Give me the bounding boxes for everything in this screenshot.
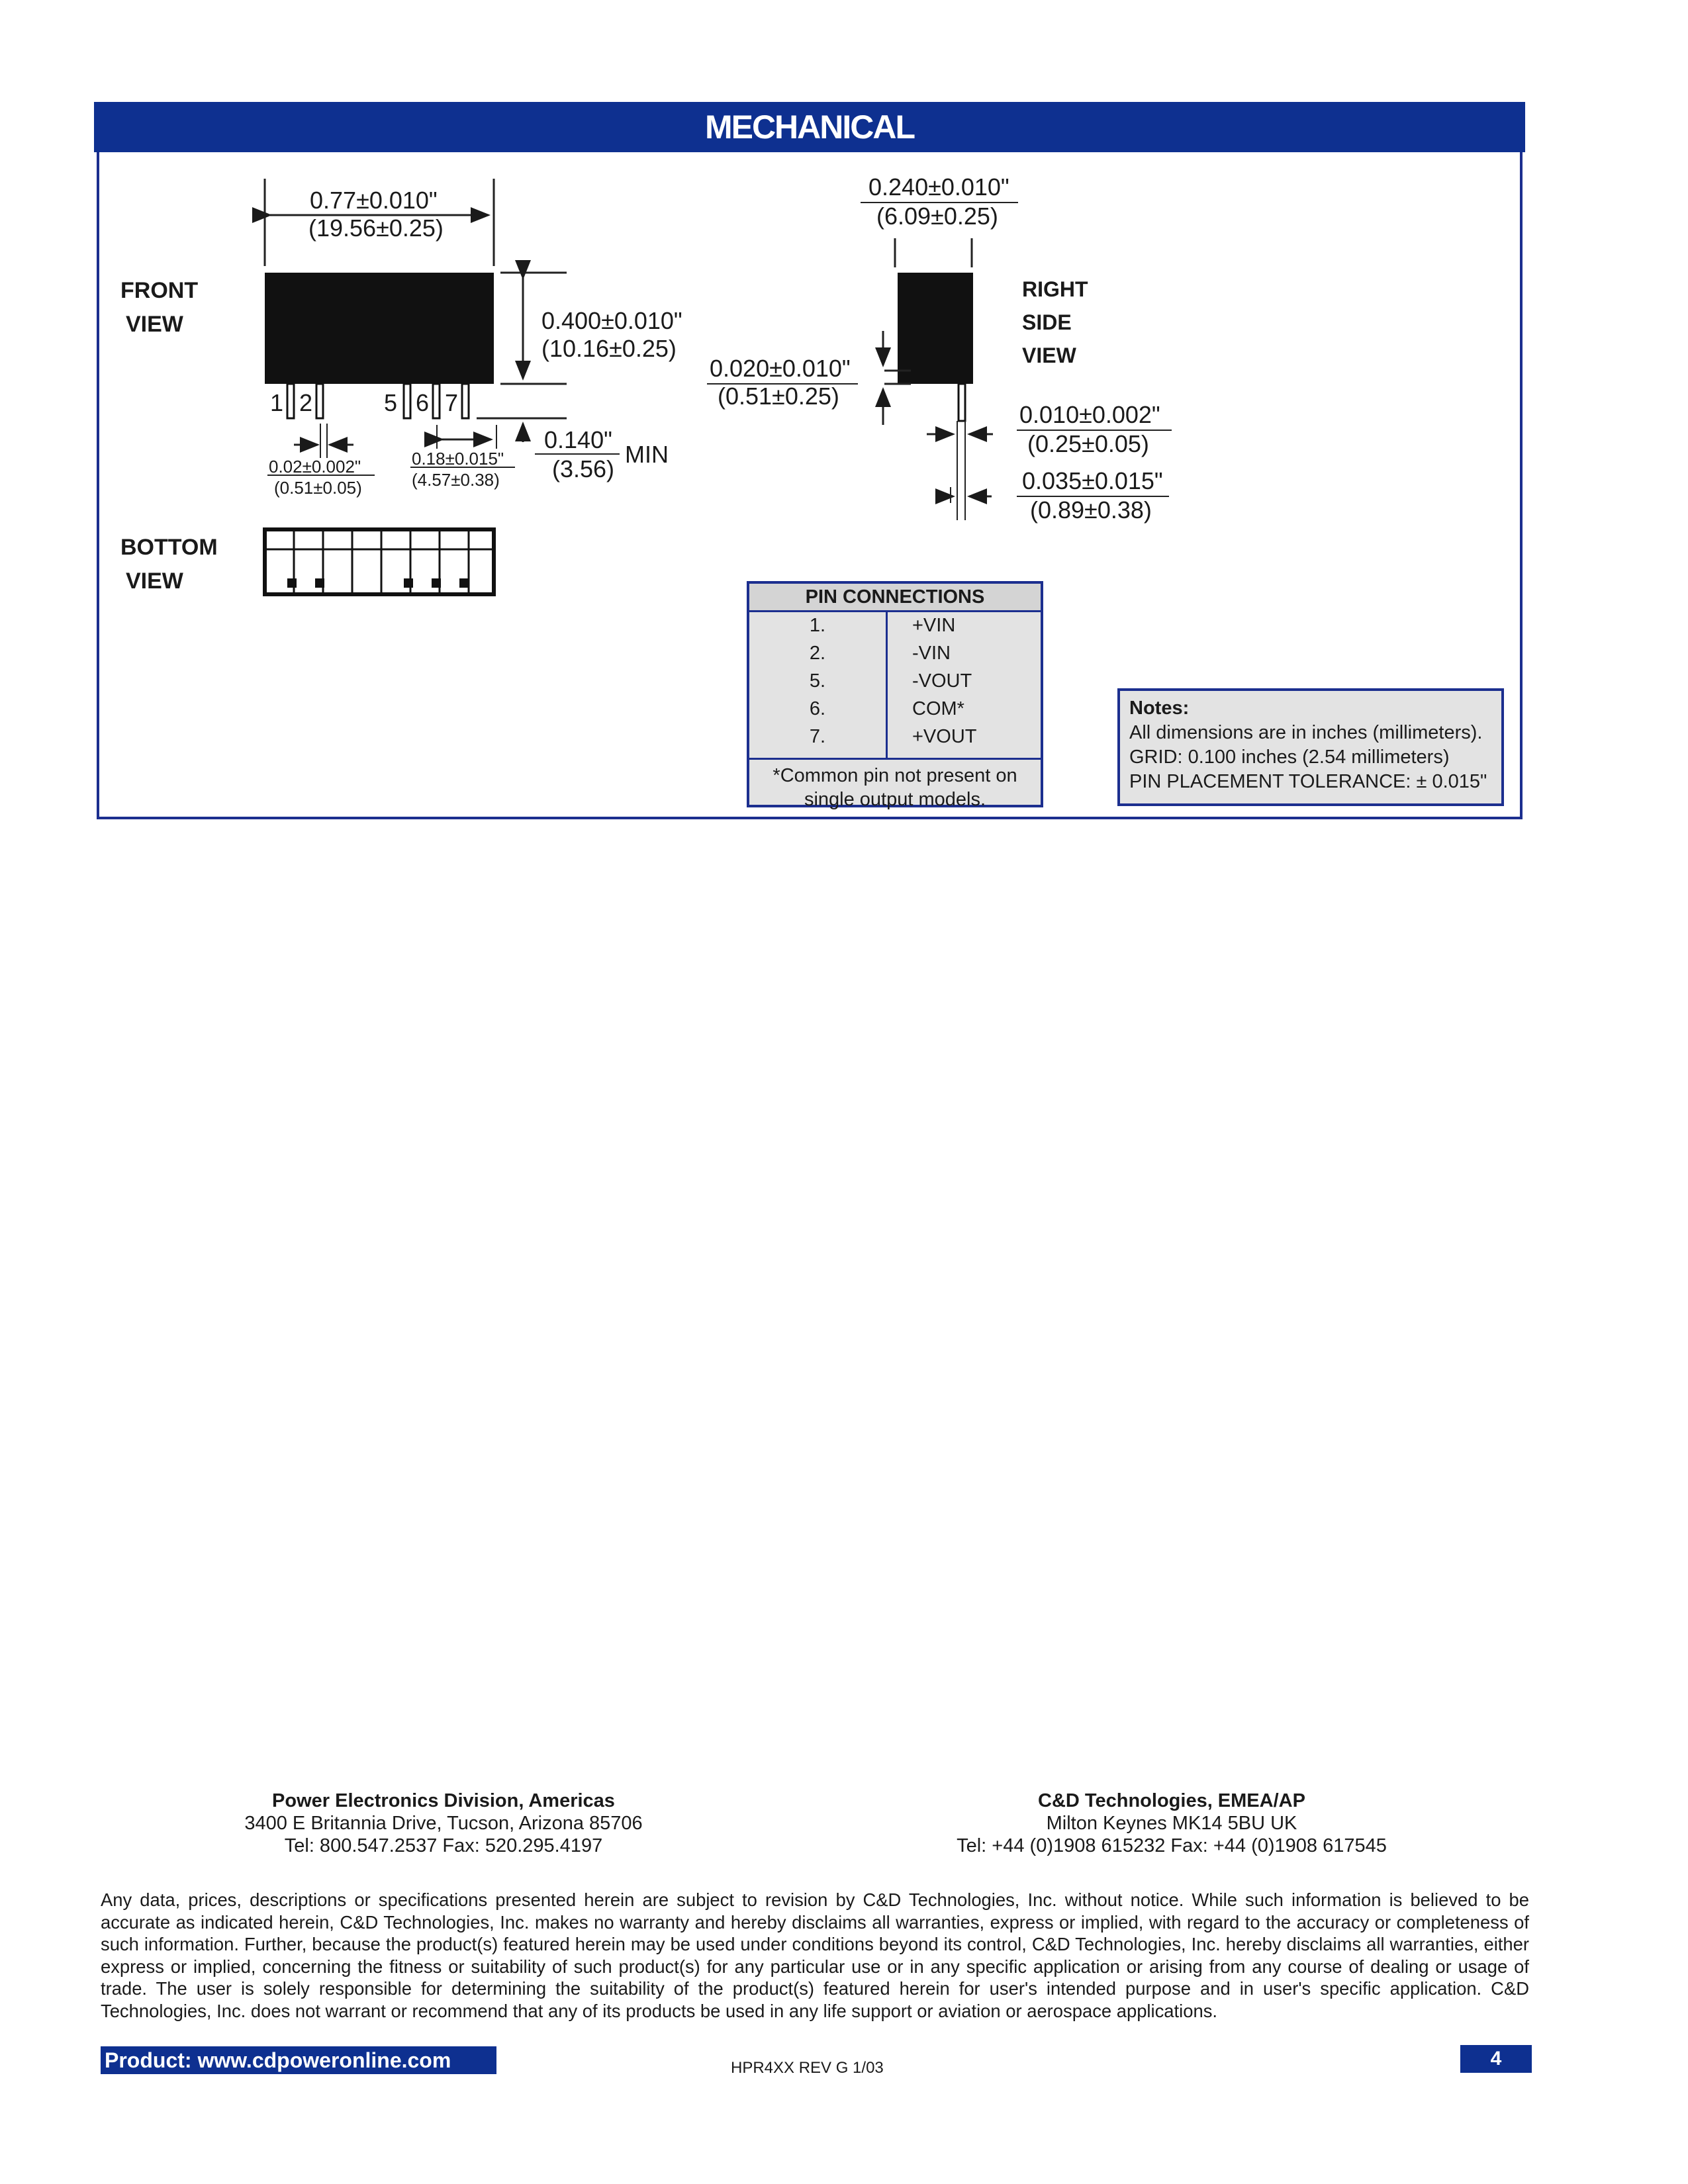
front-view-pins — [287, 384, 469, 418]
side-standoff-mm: (0.51±0.25) — [718, 383, 839, 410]
pin-label-1: 1 — [270, 389, 284, 416]
front-width-in: 0.77±0.010" — [310, 187, 438, 214]
pin-spacing-in: 0.02±0.002" — [269, 457, 361, 477]
section-title: MECHANICAL — [94, 102, 1525, 152]
bottom-view-grid — [265, 529, 494, 594]
pin-length-suffix: MIN — [625, 441, 669, 468]
legal-disclaimer: Any data, prices, descriptions or specifications presented herein are subject to revision by C&D Technologies, Inc. without notice. While such information is believed to be accurate as indicated herein, C&D Technologies, Inc. makes no warranty and hereby disclaims all warranties, express or implied, with regard to the accuracy or completeness of such information. Further, because the product(s) featured herein may be used under conditions beyond its control, C&D Technologies, Inc. hereby disclaims all warranties, either express or implied, concerning the fitness or suitability of such product(s) for any particular use or in any specific application or arising from any course of dealing or usage of trade. The user is solely responsible for determining the suitability of the product(s) featured herein for user's intended purpose and in user's specific application. C&D Technologies, Inc. does not warrant or recommend that any of its products be used in any life support or aviation or aerospace applications. — [101, 1889, 1529, 2021]
table-row: 2. -VIN — [809, 643, 951, 664]
side-view-pin — [959, 384, 965, 421]
front-view-label: FRONT VIEW — [120, 278, 199, 337]
notes-box — [1117, 688, 1504, 806]
side-depth-mm: (6.09±0.25) — [876, 203, 998, 230]
front-height-mm: (10.16±0.25) — [541, 335, 677, 362]
notes-line: GRID: 0.100 inches (2.54 millimeters) — [1129, 747, 1450, 768]
pin-label-5: 5 — [384, 389, 398, 416]
notes-line: All dimensions are in inches (millimeters). — [1129, 722, 1483, 743]
pin-spacing-mm: (0.51±0.05) — [274, 478, 362, 498]
address-americas: Power Electronics Division, Americas 3400 E Britannia Drive, Tucson, Arizona 85706 Tel: 800.547.2537 Fax: 520.295.4197 — [244, 1790, 643, 1856]
revision-label: HPR4XX REV G 1/03 — [731, 2059, 884, 2077]
side-pin-thick-in: 0.010±0.002" — [1019, 401, 1160, 428]
side-standoff-in: 0.020±0.010" — [710, 355, 851, 382]
side-depth-in: 0.240±0.010" — [868, 173, 1009, 201]
pin-connections-note: *Common pin not present on single output models. — [749, 758, 1041, 811]
side-pin-thick-mm: (0.25±0.05) — [1027, 430, 1149, 457]
pin-group-in: 0.18±0.015" — [412, 449, 504, 469]
product-link[interactable]: Product: www.cdpoweronline.com — [101, 2046, 496, 2074]
address-emea: C&D Technologies, EMEA/AP Milton Keynes MK14 5BU UK Tel: +44 (0)1908 615232 Fax: +44 (0)1908 617545 — [957, 1790, 1387, 1856]
pin-label-6: 6 — [416, 389, 430, 416]
table-row: 6. COM* — [809, 698, 964, 719]
table-row: 7. +VOUT — [809, 726, 977, 747]
pin-label-2: 2 — [299, 389, 313, 416]
front-width-mm: (19.56±0.25) — [308, 214, 444, 242]
pin-length-in: 0.140" — [544, 426, 612, 453]
pin-group-mm: (4.57±0.38) — [412, 470, 500, 490]
notes-line: PIN PLACEMENT TOLERANCE: ± 0.015" — [1129, 771, 1487, 792]
notes-title: Notes: — [1129, 698, 1190, 719]
table-row: 1. +VIN — [809, 615, 956, 636]
front-height-in: 0.400±0.010" — [541, 307, 682, 334]
page-number: 4 — [1460, 2045, 1532, 2073]
side-pin-offset-mm: (0.89±0.38) — [1030, 496, 1152, 523]
side-view-body — [898, 273, 973, 384]
pin-connections-title: PIN CONNECTIONS — [749, 584, 1041, 612]
side-view-label: RIGHT SIDE VIEW — [1022, 277, 1088, 367]
bottom-view-label: BOTTOM VIEW — [120, 535, 218, 594]
pin-label-7: 7 — [445, 389, 459, 416]
pin-connections-table — [747, 581, 1043, 810]
side-pin-offset-in: 0.035±0.015" — [1022, 467, 1163, 494]
front-view-body — [265, 273, 494, 384]
table-row: 5. -VOUT — [809, 670, 972, 692]
pin-length-mm: (3.56) — [552, 455, 615, 482]
